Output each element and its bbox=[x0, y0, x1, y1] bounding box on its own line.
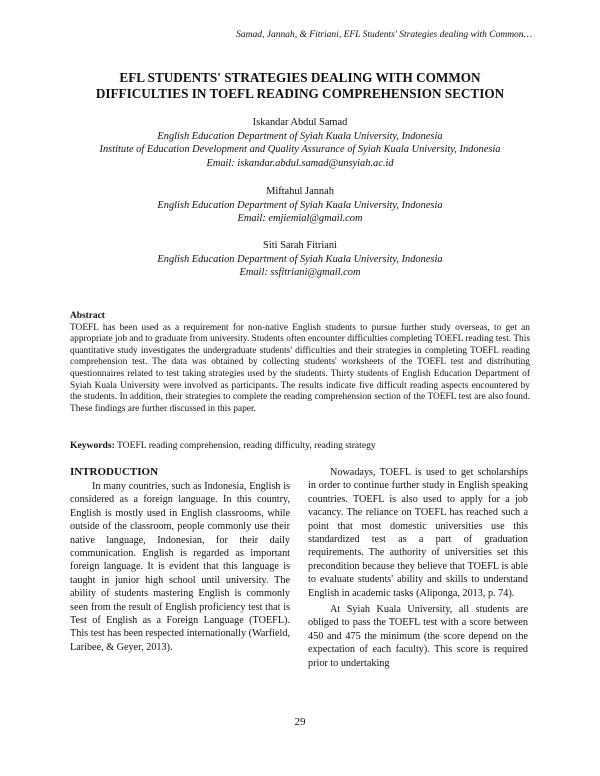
paragraph: At Syiah Kuala University, all students are obliged to pass the TOEFL test with a score between 450 and 475 the minimum (the score depend on the expectation of each faculty). This score is required prior to undertaking bbox=[308, 604, 528, 669]
author-email[interactable]: Email: emjiemial@gmail.com bbox=[237, 213, 363, 224]
author-affiliation: English Education Department of Syiah Kuala University, Indonesia bbox=[157, 130, 443, 142]
author-email[interactable]: Email: iskandar.abdul.samad@unsyiah.ac.id bbox=[206, 157, 394, 169]
author-name: Miftahul Jannah bbox=[266, 186, 334, 197]
title-line-1: EFL STUDENTS' STRATEGIES DEALING WITH COMMON bbox=[119, 70, 481, 85]
abstract-text: TOEFL has been used as a requirement for non-native English students to pursue further study overseas, to get an appropriate job and to graduate from university. Students often encounter difficulties completing TOEFL reading test. This quantitative study investigates the undergraduate students' difficulties and their strategies in completing TOEFL reading comprehension test. The data was obtained by collecting students' worksheets of the TOEFL test and distributing questionnaires related to test taking strategies used by the students. Thirty students of English Education Department of Syiah Kuala University were involved as participants. The results indicate five difficult reading aspects encountered by the students. In addition, their strategies to complete the reading comprehension section of the TOEFL test are also found. These findings are further discussed in this paper. bbox=[70, 322, 530, 414]
keywords-text: TOEFL reading comprehension, reading difficulty, reading strategy bbox=[114, 440, 376, 451]
author-block-1 bbox=[40, 116, 560, 170]
paragraph: Nowadays, TOEFL is used to get scholarships in order to continue further study in English speaking countries. TOEFL is also used to apply for a job vacancy. The reliance on TOEFL has reached such a point that most domestic universities use this standardized test as a part of graduation requirements. The authority of universities set this precondition because they believe that TOEFL is able to evaluate students' ability and skills to understand English in academic tasks (Aliponga, 2013, p. 74). bbox=[308, 467, 528, 599]
left-column bbox=[70, 466, 290, 654]
author-name: Iskandar Abdul Samad bbox=[252, 117, 348, 128]
running-head: Samad, Jannah, & Fitriani, EFL Students' Strategies dealing with Common… bbox=[236, 30, 532, 40]
title-line-2: DIFFICULTIES IN TOEFL READING COMPREHENSION SECTION bbox=[95, 86, 505, 101]
author-block-2 bbox=[40, 185, 560, 226]
section-heading: INTRODUCTION bbox=[70, 466, 159, 478]
page-number: 29 bbox=[294, 716, 306, 728]
keywords bbox=[70, 440, 530, 451]
author-affiliation: English Education Department of Syiah Kuala University, Indonesia bbox=[157, 253, 443, 265]
author-affiliation: Institute of Education Development and Quality Assurance of Syiah Kuala University, Indonesia bbox=[99, 144, 501, 155]
abstract bbox=[70, 311, 530, 415]
paragraph: In many countries, such as Indonesia, English is considered as a foreign language. In this country, English is mostly used in English classrooms, while outside of the classroom, people commonly use their native language, Indonesian, for their daily communication. English is regarded as important foreign language. It is evident that this language is taught in junior high school until university. The ability of students mastering English is commonly seen from the result of English proficiency test that is Test of English as a Foreign Language (TOEFL). This test has been respected internationally (Warfield, Laribee, & Geyer, 2013). bbox=[70, 481, 290, 653]
paper-title bbox=[60, 70, 540, 102]
author-affiliation: English Education Department of Syiah Kuala University, Indonesia bbox=[157, 199, 443, 211]
author-name: Siti Sarah Fitriani bbox=[263, 240, 337, 251]
right-column bbox=[308, 466, 528, 670]
author-block-3 bbox=[40, 239, 560, 280]
author-email[interactable]: Email: ssfitriani@gmail.com bbox=[239, 267, 361, 278]
abstract-heading: Abstract bbox=[70, 311, 105, 321]
keywords-label: Keywords: bbox=[70, 440, 115, 451]
